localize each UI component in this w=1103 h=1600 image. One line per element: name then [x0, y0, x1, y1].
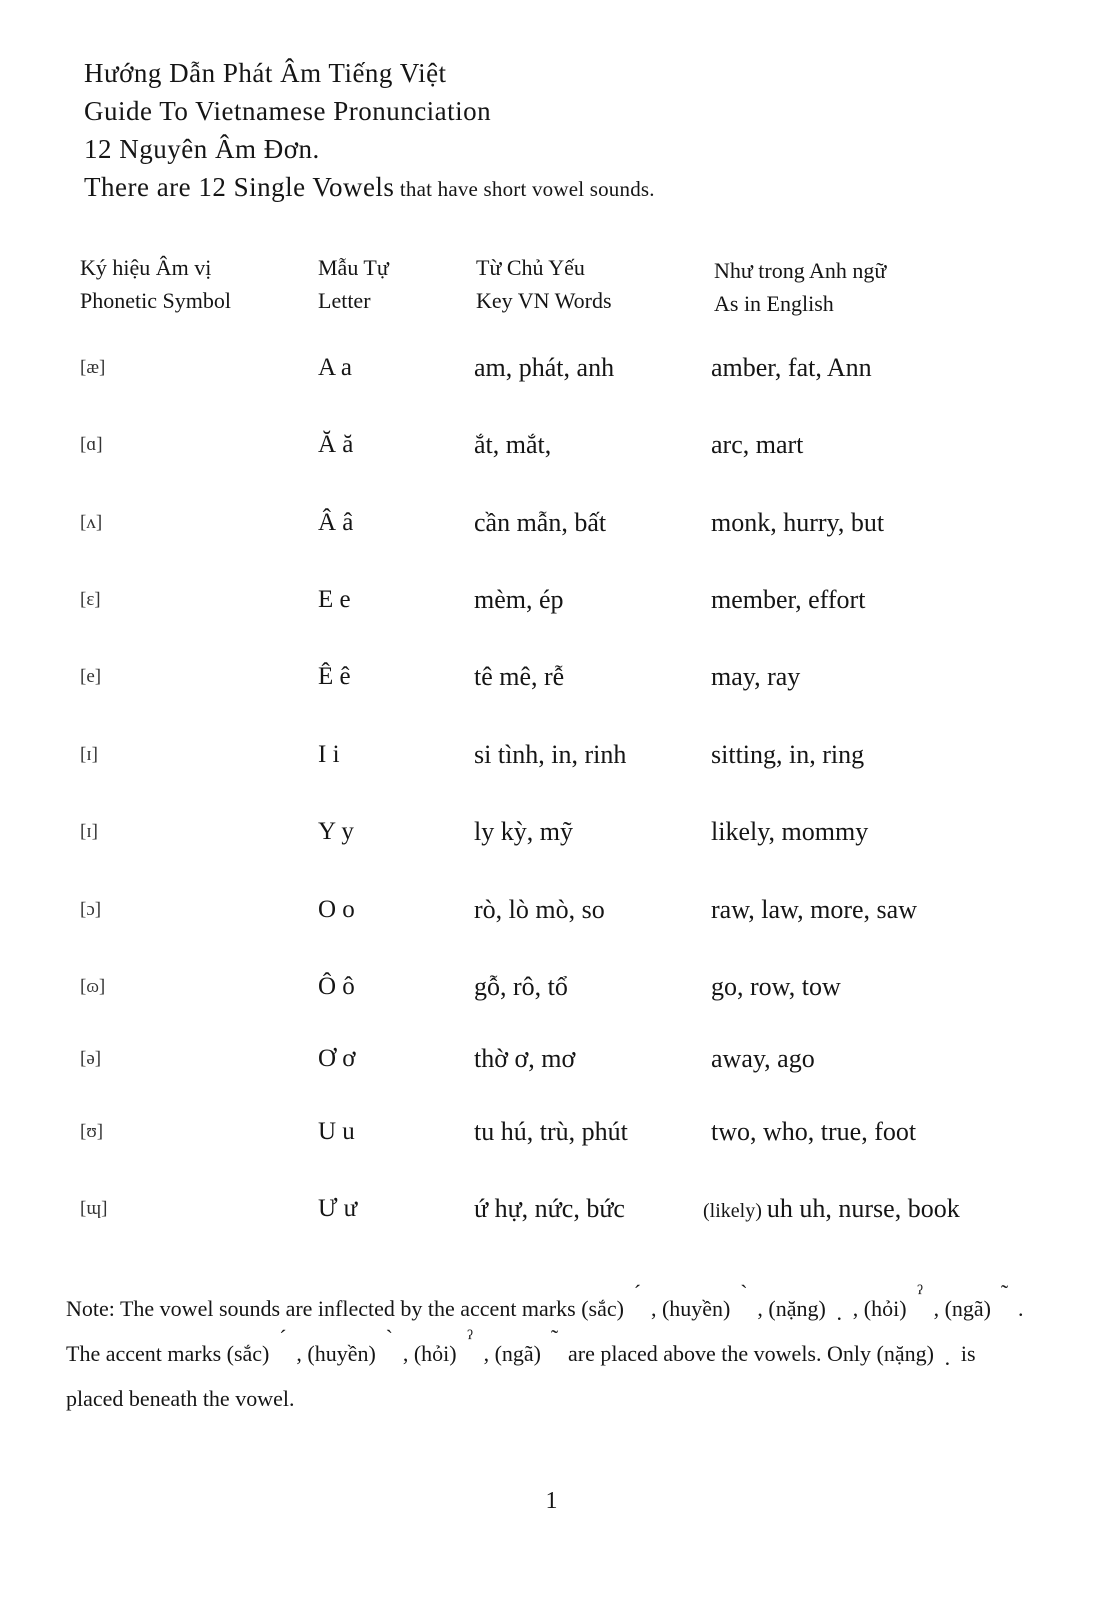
english-words-text: uh uh, nurse, book	[766, 1194, 960, 1223]
phonetic-symbol: [ʌ]	[80, 512, 103, 533]
phonetic-symbol: [ɛ]	[80, 589, 101, 610]
column-header-symbol-vn: Ký hiệu Âm vị	[80, 255, 212, 280]
column-header-english	[714, 254, 886, 320]
letter: E e	[318, 586, 351, 613]
vn-words: am, phát, anh	[474, 353, 615, 382]
vn-words: thờ ơ, mơ	[474, 1044, 576, 1073]
note-text: . The accent marks (sắc)	[66, 1296, 1024, 1366]
note-text: , (nặng)	[757, 1296, 826, 1321]
note-text: , (ngã)	[483, 1341, 541, 1366]
english-words: raw, law, more, saw	[711, 895, 917, 924]
vn-words: cần mẫn, bất	[474, 508, 607, 537]
column-header-english-vn: Như trong Anh ngữ	[714, 258, 887, 283]
english-words: monk, hurry, but	[711, 508, 885, 537]
table-row	[0, 969, 1103, 1009]
intro-sentence	[84, 168, 655, 208]
letter: O o	[318, 896, 355, 923]
english-words: member, effort	[711, 585, 866, 614]
note-text: ,	[852, 1296, 859, 1321]
letter: I i	[318, 741, 340, 768]
vn-words: mèm, ép	[474, 585, 564, 614]
letter: A a	[318, 354, 353, 381]
phonetic-symbol: [ɪ]	[80, 744, 98, 765]
table-row	[0, 1041, 1103, 1081]
table-row	[0, 814, 1103, 854]
title-english: Guide To Vietnamese Pronunciation	[84, 96, 492, 126]
dot-below-mark: .	[944, 1345, 951, 1370]
vn-words: tu hú, trù, phút	[474, 1117, 628, 1146]
grave-accent-mark: ˋ	[740, 1280, 748, 1305]
accent-note	[66, 1280, 1026, 1421]
english-words: go, row, tow	[711, 972, 841, 1001]
page-number: 1	[545, 1488, 558, 1514]
english-words: likely, mommy	[711, 817, 869, 846]
note-text: , (huyền)	[650, 1296, 731, 1321]
note-text: (hỏi)	[863, 1296, 907, 1321]
letter: Ư ư	[318, 1195, 358, 1222]
dot-below-mark: .	[836, 1300, 843, 1325]
title-vietnamese: Hướng Dẫn Phát Âm Tiếng Việt	[84, 58, 447, 88]
letter: Ô ô	[318, 973, 355, 1000]
tilde-mark: ˜	[1000, 1280, 1009, 1305]
english-words: sitting, in, ring	[711, 740, 865, 769]
grave-accent-mark: ˋ	[385, 1325, 393, 1350]
table-row	[0, 427, 1103, 467]
table-row	[0, 659, 1103, 699]
phonetic-symbol: [ʊ]	[80, 1121, 104, 1142]
letter: Ă ă	[318, 431, 354, 458]
vn-words: gỗ, rô, tổ	[474, 972, 568, 1001]
english-words: amber, fat, Ann	[711, 353, 872, 382]
column-header-symbol	[80, 251, 231, 317]
english-words	[703, 1191, 960, 1229]
english-words: two, who, true, foot	[711, 1117, 917, 1146]
acute-accent-mark: ˊ	[279, 1325, 287, 1350]
hook-above-mark: ˀ	[467, 1325, 473, 1350]
table-row	[0, 505, 1103, 545]
intro-main: There are 12 Single Vowels	[84, 172, 395, 202]
vn-words: ứ hự, nức, bức	[474, 1194, 625, 1223]
note-text: , (ngã)	[933, 1296, 991, 1321]
english-words: arc, mart	[711, 430, 804, 459]
table-row	[0, 350, 1103, 390]
tilde-mark: ˜	[550, 1325, 559, 1350]
note-text: is placed beneath the vowel.	[66, 1341, 976, 1411]
letter: Y y	[318, 818, 354, 845]
vn-words: rò, lò mò, so	[474, 895, 605, 924]
letter: Ê ê	[318, 663, 351, 690]
subtitle-vowels-vn: 12 Nguyên Âm Đơn.	[84, 134, 320, 164]
note-text: , (hỏi)	[402, 1341, 457, 1366]
vn-words: tê mê, rễ	[474, 662, 565, 691]
phonetic-symbol: [e]	[80, 666, 102, 687]
phonetic-symbol: [ɷ]	[80, 976, 106, 997]
phonetic-symbol: [ɑ]	[80, 434, 103, 455]
column-header-symbol-en: Phonetic Symbol	[80, 288, 231, 313]
hook-above-mark: ˀ	[917, 1280, 923, 1305]
english-note: (likely)	[703, 1200, 767, 1222]
phonetic-symbol: [æ]	[80, 357, 106, 378]
table-row	[0, 582, 1103, 622]
english-words: may, ray	[711, 662, 801, 691]
column-header-letter-en: Letter	[318, 288, 371, 313]
note-text: are placed above the vowels. Only (nặng)	[568, 1341, 934, 1366]
letter: U u	[318, 1118, 355, 1145]
column-header-vn-words-en: Key VN Words	[476, 288, 612, 313]
english-words: away, ago	[711, 1044, 815, 1073]
vn-words: ắt, mắt,	[474, 430, 552, 459]
column-header-vn-words-vn: Từ Chủ Yếu	[476, 255, 585, 280]
intro-tail: that have short vowel sounds.	[394, 177, 655, 201]
table-row	[0, 1191, 1103, 1231]
column-header-english-en: As in English	[714, 291, 834, 316]
letter: Â â	[318, 509, 354, 536]
note-text: , (huyền)	[296, 1341, 376, 1366]
column-header-vn-words	[476, 251, 612, 317]
column-header-letter-vn: Mẫu Tự	[318, 255, 389, 280]
vn-words: si tình, in, rinh	[474, 740, 627, 769]
table-row	[0, 892, 1103, 932]
phonetic-symbol: [ɰ]	[80, 1198, 108, 1219]
table-row	[0, 737, 1103, 777]
vn-words: ly kỳ, mỹ	[474, 817, 573, 846]
phonetic-symbol: [ɪ]	[80, 821, 98, 842]
title-block	[84, 54, 655, 208]
phonetic-symbol: [ɔ]	[80, 899, 102, 920]
acute-accent-mark: ˊ	[633, 1280, 642, 1305]
note-text: Note: The vowel sounds are inflected by the accent marks (sắc)	[66, 1296, 624, 1321]
letter: Ơ ơ	[318, 1045, 356, 1072]
column-header-letter	[318, 251, 389, 317]
table-row	[0, 1114, 1103, 1154]
phonetic-symbol: [ə]	[80, 1048, 102, 1069]
